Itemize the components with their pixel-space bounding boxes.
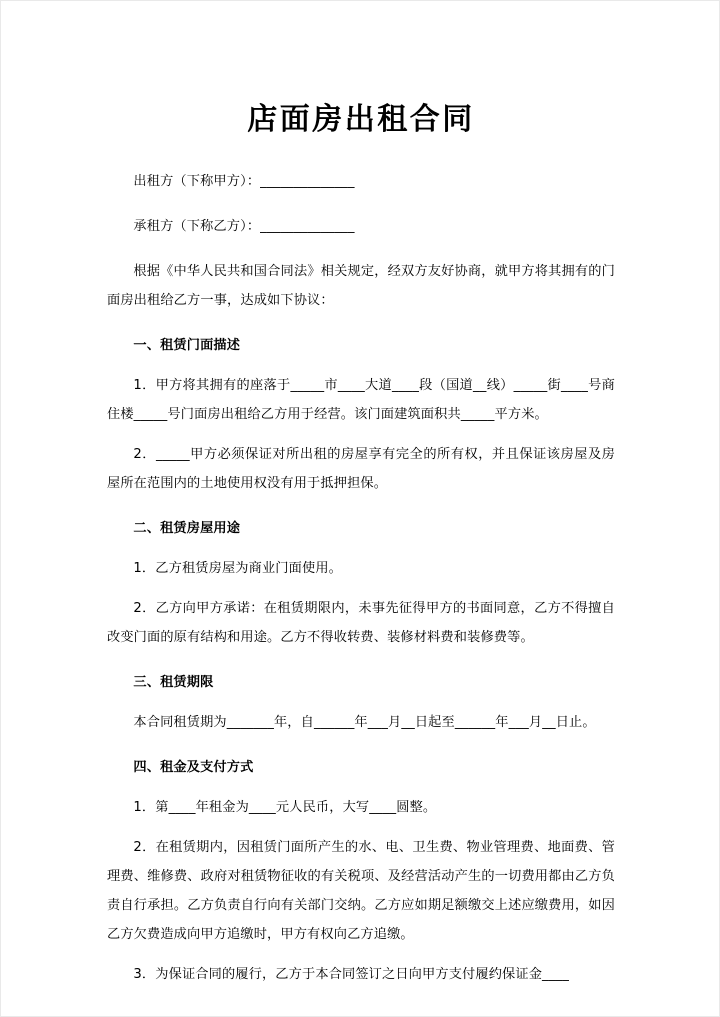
page-title: 店面房出租合同 xyxy=(247,102,475,137)
spacer xyxy=(107,697,615,708)
party-lessor-line: 出租方（下称甲方）：______________ xyxy=(133,174,355,189)
section-4-item-1: 1．第____年租金为____元人民币，大写____圆整。 xyxy=(133,800,437,815)
spacer xyxy=(107,782,615,793)
spacer xyxy=(107,949,615,960)
section-2-item-1: 1．乙方租赁房屋为商业门面使用。 xyxy=(133,561,342,576)
spacer xyxy=(107,543,615,554)
section-1-item-1: 1．甲方将其拥有的座落于_____市____大道____段（国道__线）_____街____号商住楼_____号门面房出租给乙方用于经营。该门面建筑面积共_____平方米。 xyxy=(107,378,615,422)
spacer xyxy=(107,583,615,594)
spacer xyxy=(107,737,615,753)
spacer xyxy=(107,822,615,833)
section-3-item-1: 本合同租赁期为_______年，自______年___月__日起至______年___月__日止。 xyxy=(133,715,596,730)
spacer xyxy=(107,196,615,212)
section-heading-2: 二、租赁房屋用途 xyxy=(133,521,241,536)
spacer xyxy=(107,241,615,257)
section-4-item-3: 3．为保证合同的履行，乙方于本合同签订之日向甲方支付履约保证金____ xyxy=(133,967,570,982)
document-content xyxy=(107,167,615,989)
section-heading-1: 一、租赁门面描述 xyxy=(133,338,241,353)
section-heading-4: 四、租金及支付方式 xyxy=(133,760,254,775)
party-lessee-line: 承租方（下称乙方）：______________ xyxy=(133,219,355,234)
preamble-paragraph: 根据《中华人民共和国合同法》相关规定，经双方友好协商，就甲方将其拥有的门面房出租给乙方一事，达成如下协议： xyxy=(107,264,615,308)
section-4-item-2: 2．在租赁期内，因租赁门面所产生的水、电、卫生费、物业管理费、地面费、管理费、维修费、政府对租赁物征收的有关税项、及经营活动产生的一切费用都由乙方负责自行承担。乙方负责自行向有关部门交纳。乙方应如期足额缴交上述应缴费用，如因乙方欠费造成向甲方追缴时，甲方有权向乙方追缴。 xyxy=(107,840,615,942)
section-1-item-2: 2．_____甲方必须保证对所出租的房屋享有完全的所有权，并且保证该房屋及房屋所在范围内的土地使用权没有用于抵押担保。 xyxy=(107,447,615,491)
spacer xyxy=(107,315,615,331)
spacer xyxy=(107,360,615,371)
spacer xyxy=(107,429,615,440)
section-heading-3: 三、租赁期限 xyxy=(133,675,214,690)
spacer xyxy=(107,498,615,514)
section-2-item-2: 2．乙方向甲方承诺：在租赁期限内，未事先征得甲方的书面同意，乙方不得擅自改变门面的原有结构和用途。乙方不得收转费、装修材料费和装修费等。 xyxy=(107,601,615,645)
spacer xyxy=(107,652,615,668)
